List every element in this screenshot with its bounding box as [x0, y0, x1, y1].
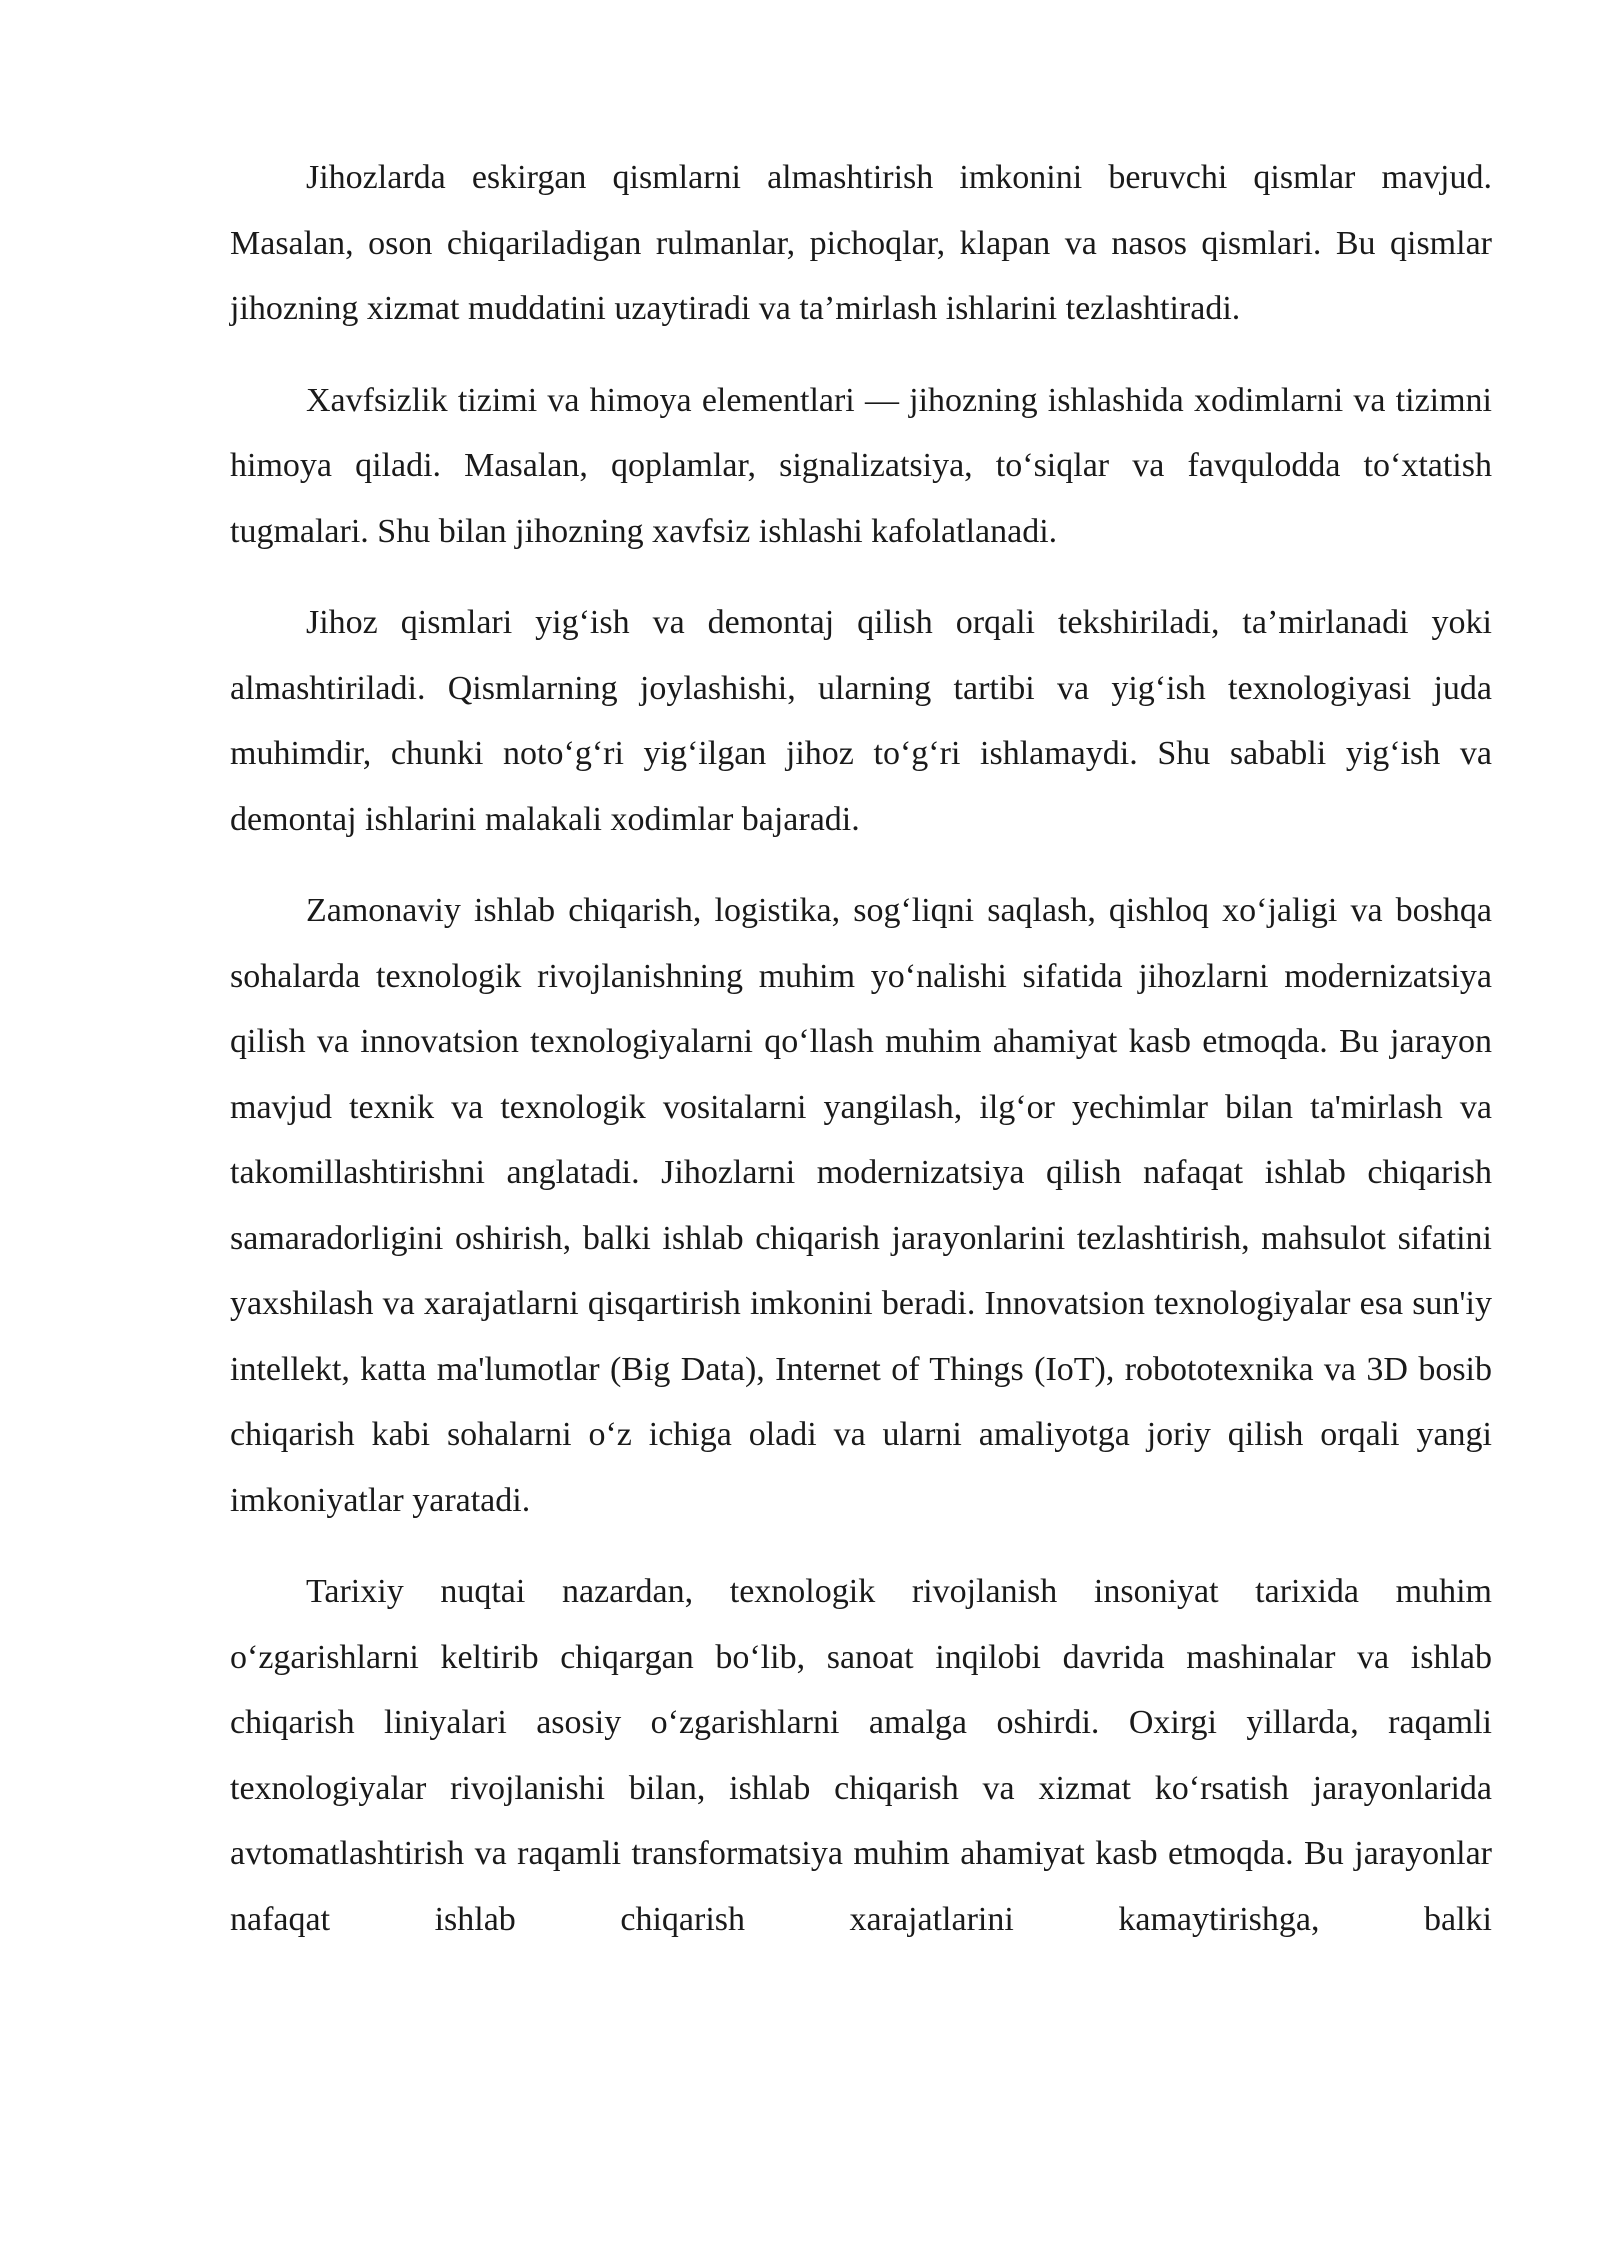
paragraph-replaceable-parts: Jihozlarda eskirgan qismlarni almashtirish imkonini beruvchi qismlar mavjud. Masalan, oson chiqariladigan rulmanlar, pichoqlar, klapan va nasos qismlari. Bu qismlar jihozning xizmat muddatini uzaytiradi va ta’mirlash ishlarini tezlashtiradi. — [230, 159, 1492, 327]
paragraph-historical-view: Tarixiy nuqtai nazardan, texnologik rivojlanish insoniyat tarixida muhim o‘zgarishlarni keltirib chiqargan bo‘lib, sanoat inqilobi davrida mashinalar va ishlab chiqarish liniyalari asosiy o‘zgarishlarni amalga oshirdi. Oxirgi yillarda, raqamli texnologiyalar rivojlanishi bilan, ishlab chiqarish va xizmat ko‘rsatish jarayonlarida avtomatlashtirish va raqamli transformatsiya muhim ahamiyat kasb etmoqda. Bu jarayonlar nafaqat ishlab chiqarish xarajatlarini kamaytirishga, balki — [230, 1573, 1492, 1938]
paragraph-modernization: Zamonaviy ishlab chiqarish, logistika, sog‘liqni saqlash, qishloq xo‘jaligi va boshqa sohalarda texnologik rivojlanishning muhim yo‘nalishi sifatida jihozlarni modernizatsiya qilish va innovatsion texnologiyalarni qo‘llash muhim ahamiyat kasb etmoqda. Bu jarayon mavjud texnik va texnologik vositalarni yangilash, ilg‘or yechimlar bilan ta'mirlash va takomillashtirishni anglatadi. Jihozlarni modernizatsiya qilish nafaqat ishlab chiqarish samaradorligini oshirish, balki ishlab chiqarish jarayonlarini tezlashtirish, mahsulot sifatini yaxshilash va xarajatlarni qisqartirish imkonini beradi. Innovatsion texnologiyalar esa sun'iy intellekt, katta ma'lumotlar (Big Data), Internet of Things (IoT), robototexnika va 3D bosib chiqarish kabi sohalarni o‘z ichiga oladi va ularni amaliyotga joriy qilish orqali yangi imkoniyatlar yaratadi. — [230, 892, 1492, 1519]
paragraph-assembly-disassembly: Jihoz qismlari yig‘ish va demontaj qilish orqali tekshiriladi, ta’mirlanadi yoki almashtiriladi. Qismlarning joylashishi, ularning tartibi va yig‘ish texnologiyasi juda muhimdir, chunki noto‘g‘ri yig‘ilgan jihoz to‘g‘ri ishlamaydi. Shu sababli yig‘ish va demontaj ishlarini malakali xodimlar bajaradi. — [230, 604, 1492, 838]
body-text — [230, 145, 1492, 1952]
paragraph-safety-systems: Xavfsizlik tizimi va himoya elementlari — jihozning ishlashida xodimlarni va tizimni himoya qiladi. Masalan, qoplamlar, signalizatsiya, to‘siqlar va favqulodda to‘xtatish tugmalari. Shu bilan jihozning xavfsiz ishlashi kafolatlanadi. — [230, 381, 1492, 550]
